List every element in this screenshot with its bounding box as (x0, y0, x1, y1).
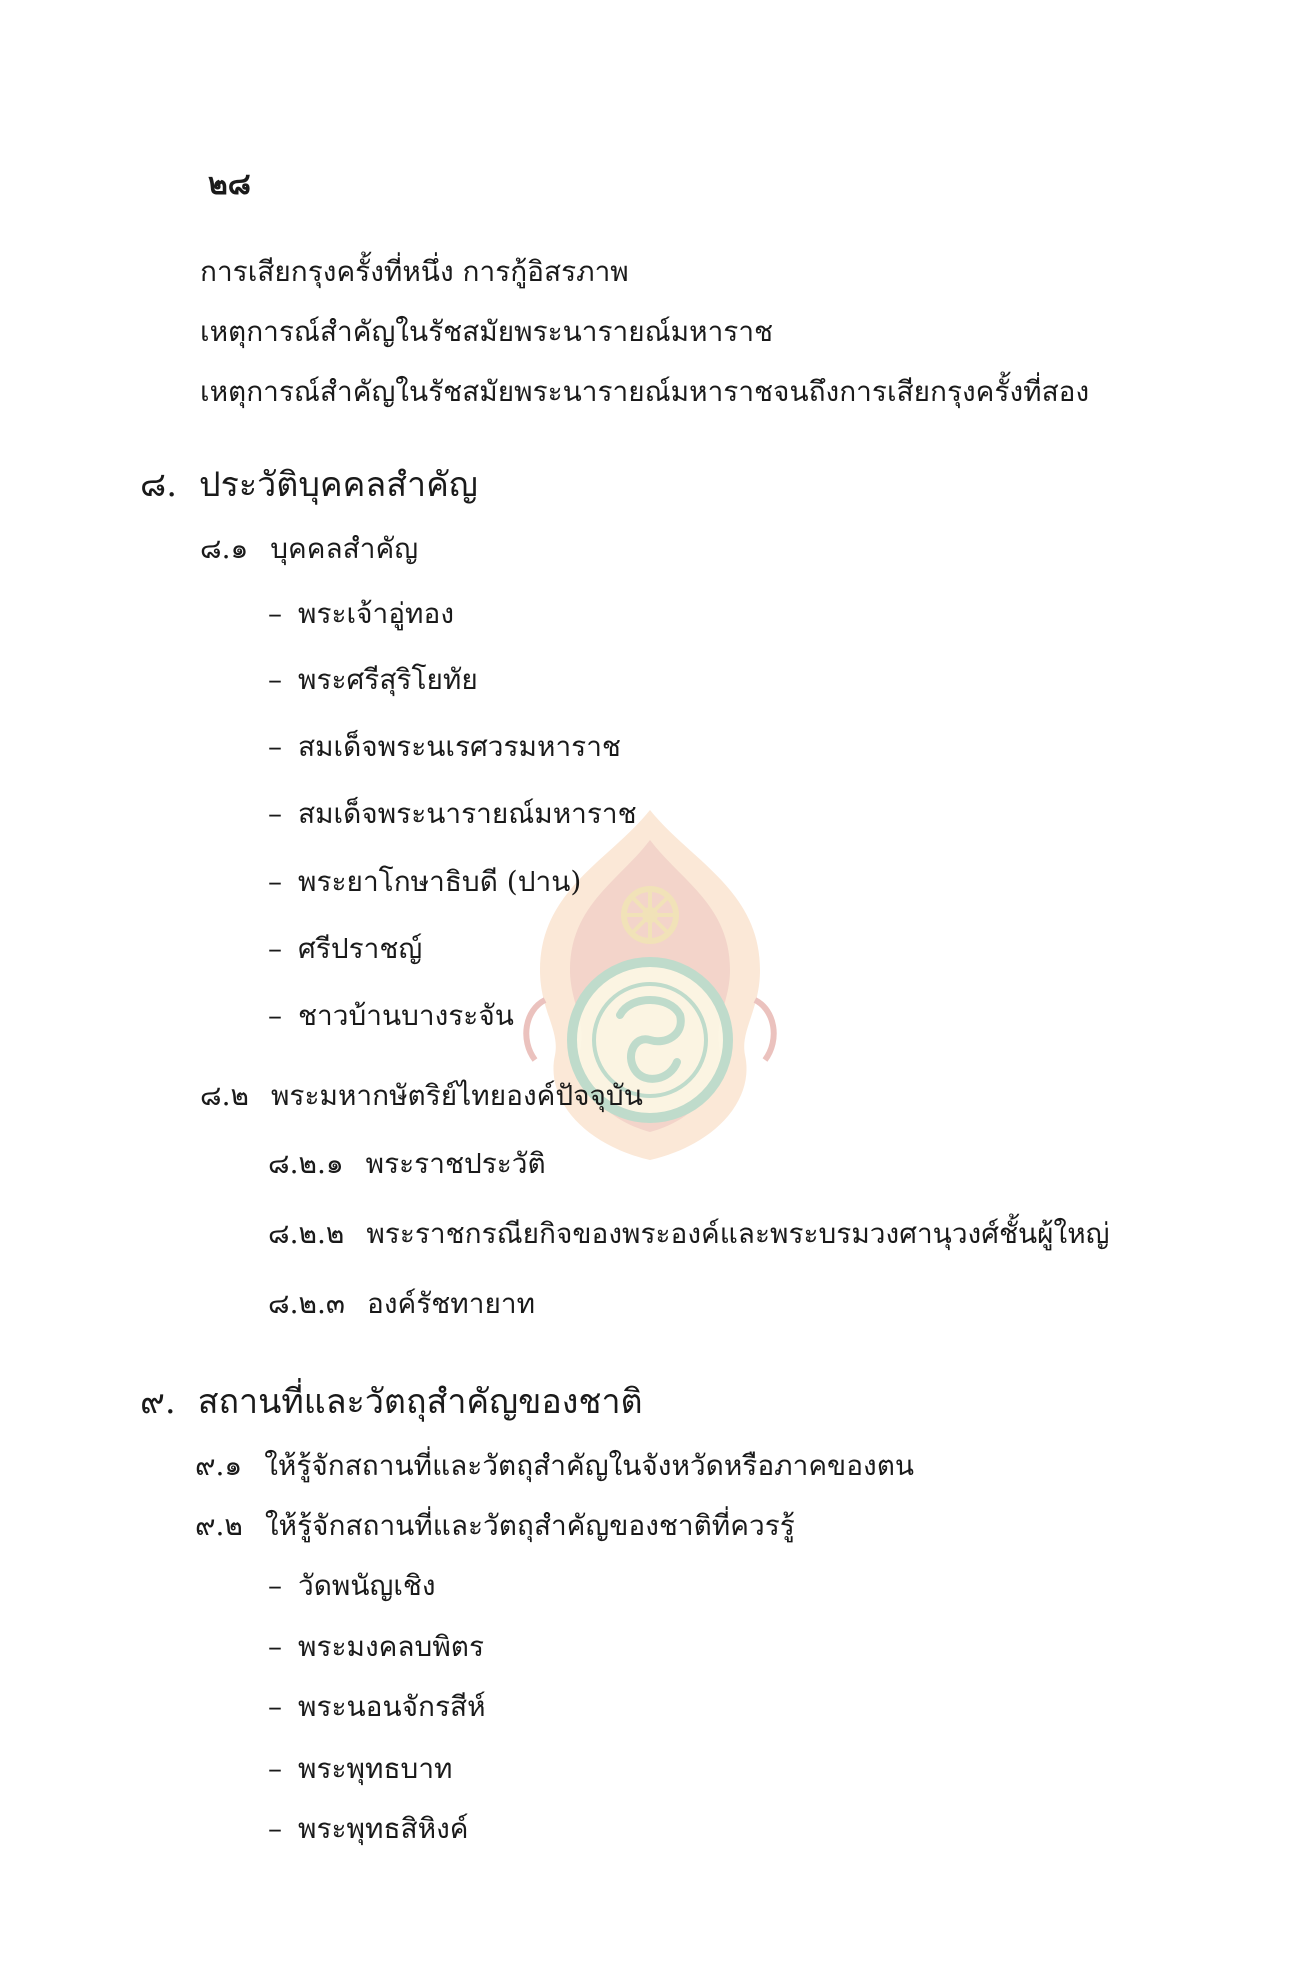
list-item (268, 1630, 485, 1663)
dash: – (268, 797, 282, 830)
list-item-text: สมเด็จพระนเรศวรมหาราช (298, 730, 621, 763)
section-number: ๘. (140, 465, 178, 505)
list-item (268, 1812, 469, 1845)
sub-subsection-text: พระราชประวัติ (365, 1147, 546, 1180)
intro-line: เหตุการณ์สำคัญในรัชสมัยพระนารายณ์มหาราช (200, 315, 774, 348)
sub-subsection-number: ๘.๒.๒ (268, 1217, 345, 1250)
subsection-number: ๘.๒ (200, 1079, 249, 1112)
dash: – (268, 932, 282, 965)
section-title: สถานที่และวัตถุสำคัญของชาติ (197, 1382, 643, 1422)
intro-line: เหตุการณ์สำคัญในรัชสมัยพระนารายณ์มหาราชจนถึงการเสียกรุงครั้งที่สอง (200, 375, 1090, 408)
sub-subsection (268, 1147, 546, 1180)
subsection-heading (200, 1079, 643, 1112)
list-item-text: สมเด็จพระนารายณ์มหาราช (298, 797, 637, 830)
list-item-text: พระนอนจักรสีห์ (298, 1690, 486, 1723)
list-item-text: พระพุทธบาท (298, 1752, 453, 1785)
sub-subsection-number: ๘.๒.๓ (268, 1287, 345, 1320)
subsection-title: บุคคลสำคัญ (270, 532, 419, 565)
dash: – (268, 597, 282, 630)
list-item (268, 1752, 453, 1785)
list-item (268, 865, 582, 898)
list-item-text: พระเจ้าอู่ทอง (298, 597, 454, 630)
dash: – (268, 1630, 282, 1663)
sub-subsection (268, 1217, 1110, 1250)
list-item (268, 663, 478, 696)
subsection-heading (195, 1509, 795, 1542)
dash: – (268, 1690, 282, 1723)
list-item-text: วัดพนัญเชิง (298, 1569, 436, 1602)
subsection-number: ๙.๒ (195, 1509, 243, 1542)
section-heading (140, 465, 478, 505)
list-item-text: พระยาโกษาธิบดี (ปาน) (298, 865, 582, 898)
list-item (268, 597, 454, 630)
subsection-number: ๘.๑ (200, 532, 249, 565)
list-item (268, 1690, 486, 1723)
list-item-text: พระมงคลบพิตร (298, 1630, 485, 1663)
subsection-heading (200, 532, 419, 565)
subsection-title: ให้รู้จักสถานที่และวัตถุสำคัญของชาติที่ควรรู้ (264, 1509, 795, 1542)
list-item-text: ศรีปราชญ์ (298, 932, 423, 965)
list-item (268, 932, 423, 965)
list-item-text: พระพุทธสิหิงค์ (298, 1812, 469, 1845)
page-number: ๒๘ (208, 167, 251, 202)
dash: – (268, 1752, 282, 1785)
sub-subsection (268, 1287, 536, 1320)
dash: – (268, 999, 282, 1032)
dash: – (268, 865, 282, 898)
subsection-number: ๙.๑ (195, 1449, 243, 1482)
subsection-heading (195, 1449, 915, 1482)
dash: – (268, 663, 282, 696)
dash: – (268, 1569, 282, 1602)
emblem-watermark-icon (505, 800, 795, 1170)
sub-subsection-text: องค์รัชทายาท (367, 1287, 536, 1320)
section-number: ๙. (140, 1382, 176, 1422)
section-heading (140, 1382, 643, 1422)
list-item (268, 1569, 436, 1602)
list-item-text: พระศรีสุริโยทัย (298, 663, 478, 696)
list-item (268, 999, 514, 1032)
dash: – (268, 1812, 282, 1845)
section-title: ประวัติบุคคลสำคัญ (199, 465, 478, 505)
sub-subsection-number: ๘.๒.๑ (268, 1147, 344, 1180)
list-item-text: ชาวบ้านบางระจัน (298, 999, 514, 1032)
sub-subsection-text: พระราชกรณียกิจของพระองค์และพระบรมวงศานุวงศ์ชั้นผู้ใหญ่ (366, 1217, 1110, 1250)
intro-line: การเสียกรุงครั้งที่หนึ่ง การกู้อิสรภาพ (200, 255, 629, 288)
list-item (268, 730, 621, 763)
subsection-title: ให้รู้จักสถานที่และวัตถุสำคัญในจังหวัดหรือภาคของตน (264, 1449, 915, 1482)
list-item (268, 797, 637, 830)
subsection-title: พระมหากษัตริย์ไทยองค์ปัจจุบัน (270, 1079, 643, 1112)
dash: – (268, 730, 282, 763)
